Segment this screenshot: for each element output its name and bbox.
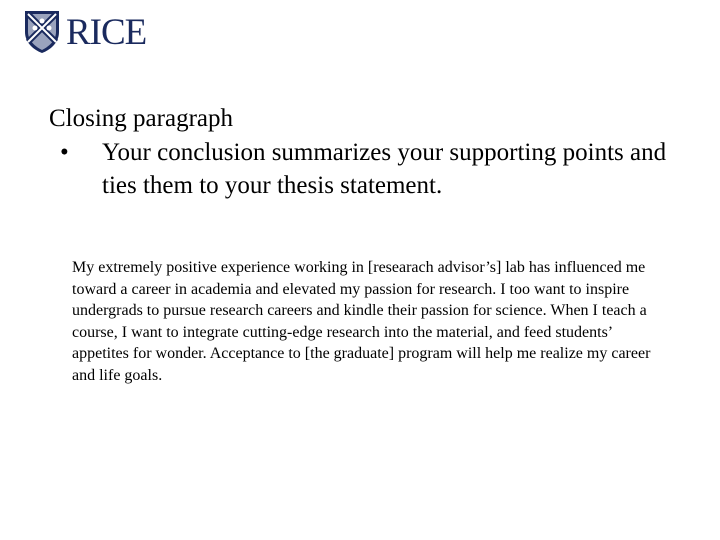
bullet-point (60, 136, 670, 202)
bullet-mark: • (60, 139, 69, 166)
slide-heading: Closing paragraph (49, 105, 233, 132)
bullet-text: Your conclusion summarizes your supporting points and ties them to your thesis statement. (102, 139, 667, 199)
rice-logo (22, 8, 146, 54)
rice-owl-shield-icon (22, 8, 62, 54)
example-paragraph: My extremely positive experience working in [researach advisor’s] lab has influenced me toward a career in academia and elevated my passion for research. I too want to inspire undergrads to pursue research careers and kindle their passion for science. When I teach a course, I want to integrate cutting-edge research into the material, and feed students’ appetites for wonder. Acceptance to [the graduate] program will help me realize my career and life goals. (72, 259, 651, 384)
logo-wordmark: RICE (66, 11, 147, 53)
